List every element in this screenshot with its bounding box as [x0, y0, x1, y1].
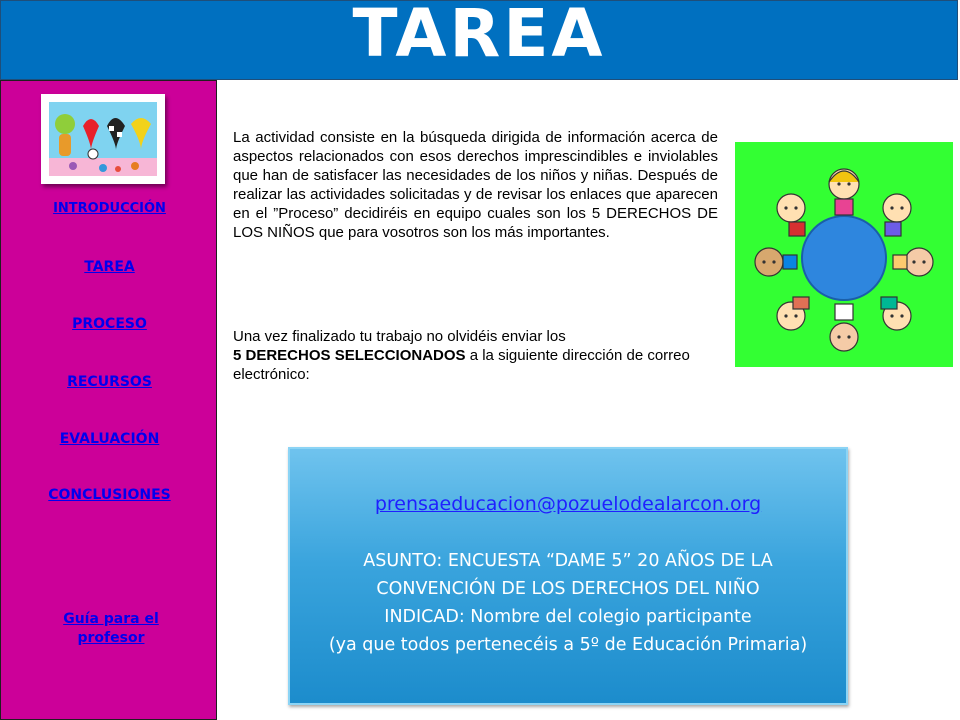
instruction-text — [233, 327, 718, 384]
instruction-rest: a la siguiente dirección de correo electrónico: — [233, 347, 690, 383]
subject-line-1: ASUNTO: ENCUESTA “DAME 5” 20 AÑOS DE LA — [363, 551, 773, 571]
subject-line-2: CONVENCIÓN DE LOS DERECHOS DEL NIÑO — [376, 579, 760, 599]
sidebar-item-evaluacion[interactable]: EVALUACIÓN — [59, 431, 160, 447]
sidebar-item-proceso[interactable]: PROCESO — [72, 316, 147, 332]
teacher-guide-line1: Guía para el — [63, 611, 159, 627]
contact-box — [288, 447, 848, 705]
children-circle-globe-illustration-icon — [735, 142, 953, 367]
sidebar-item-introduccion[interactable]: INTRODUCCIÓN — [53, 201, 166, 216]
sidebar-item-conclusiones[interactable]: CONCLUSIONES — [48, 487, 171, 503]
teacher-guide-link[interactable] — [31, 610, 191, 648]
subject-text — [290, 547, 846, 659]
subject-line-3: INDICAD: Nombre del colegio participante — [384, 607, 752, 627]
instruction-bold: 5 DERECHOS SELECCIONADOS — [233, 347, 466, 364]
task-description: La actividad consiste en la búsqueda dirigida de información acerca de aspectos relacionados con esos derechos imprescindibles e inviolables que han de satisfacer las necesidades de los niños y niñas. Después de realizar las actividades solicitadas y de revisar los enlaces que aparecen en el ”Proceso” decidiréis en equipo cuales son los 5 DERECHOS DE LOS NIÑOS que para vosotros son los más importantes. — [233, 129, 718, 241]
header-bar — [0, 0, 958, 80]
teacher-guide-line2: profesor — [77, 630, 145, 646]
email-link[interactable]: prensaeducacion@pozuelodealarcon.org — [374, 493, 762, 515]
sidebar-item-recursos[interactable]: RECURSOS — [67, 374, 152, 390]
children-circle-image — [735, 142, 953, 367]
sidebar — [0, 80, 217, 720]
instruction-line1: Una vez finalizado tu trabajo no olvidéis enviar los — [233, 328, 566, 345]
children-hearts-logo-icon — [43, 96, 163, 182]
subject-line-4: (ya que todos pertenecéis a 5º de Educación Primaria) — [328, 635, 808, 655]
page-title: TAREA — [352, 0, 606, 72]
sidebar-item-tarea[interactable]: TAREA — [84, 259, 135, 275]
logo-image — [41, 94, 165, 184]
